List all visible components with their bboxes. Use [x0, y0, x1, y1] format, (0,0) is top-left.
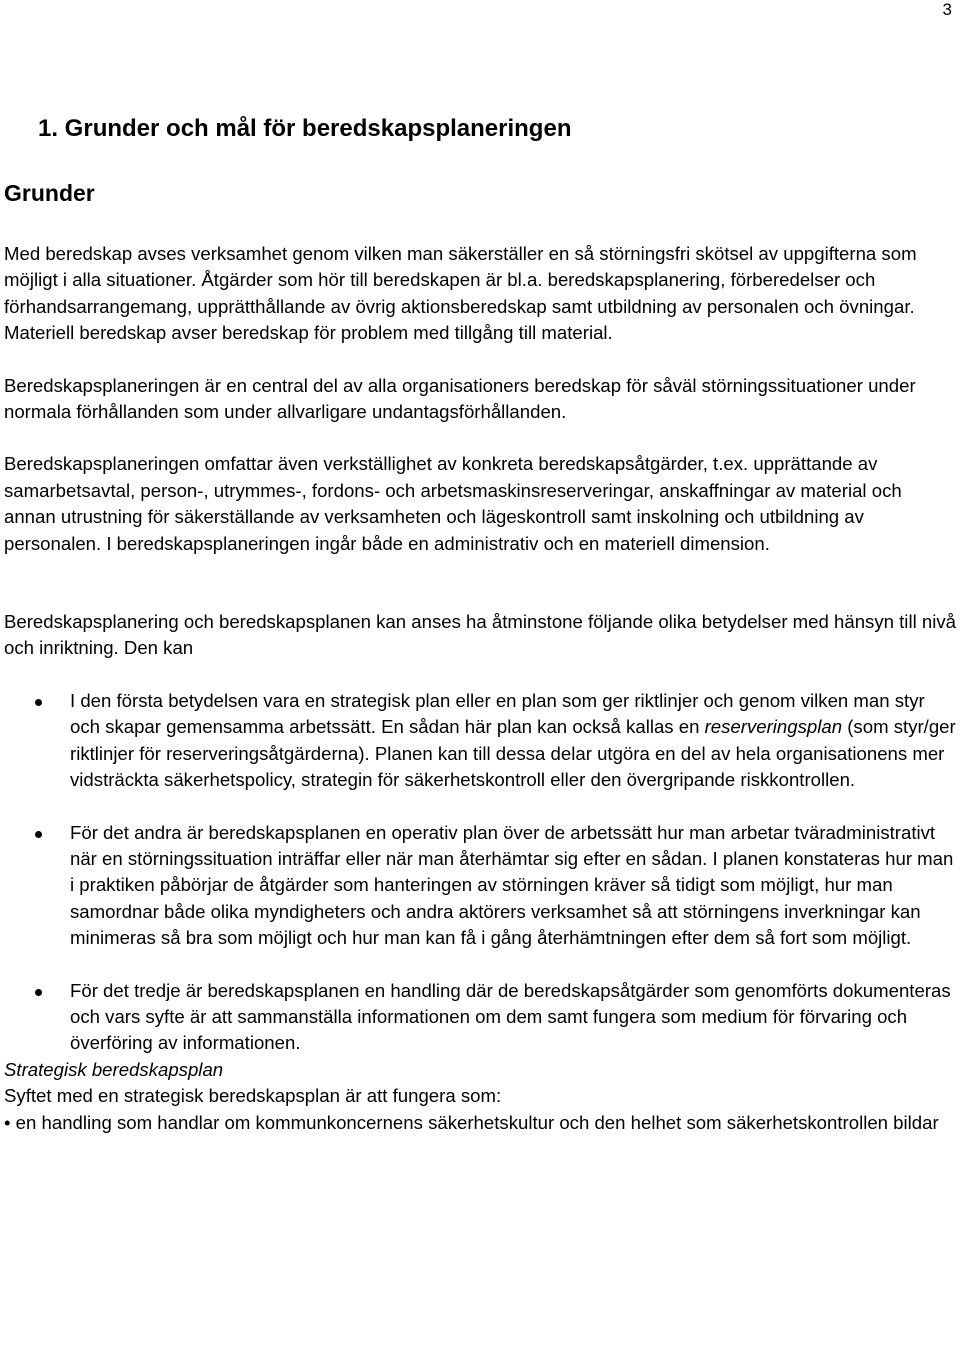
- bullet-text: För det tredje är beredskapsplanen en handling där de beredskapsåtgärder som genomförts dokumenteras och vars syfte är att sammanställa informationen om dem samt fungera som medium för förvaring och överföring av informationen.: [70, 979, 951, 1054]
- page-number: 3: [942, 0, 952, 19]
- bullet-char: •: [4, 1111, 11, 1133]
- paragraph-beredskap-definition: Med beredskap avses verksamhet genom vilken man säkerställer en så störningsfri skötsel av uppgifterna som möjligt i alla situationer. Åtgärder som hör till beredskapen är bl.a. beredskapsplanering, förberedelser och förhandsarrangemang, upprätthållande av övrig aktionsberedskap samt utbildning av personalen och övningar. Materiell beredskap avser beredskap för problem med tillgång till material.: [4, 243, 917, 344]
- strategic-plan-intro: Syftet med en strategisk beredskapsplan är att fungera som:: [4, 1085, 502, 1107]
- bullet-icon: [35, 699, 42, 706]
- list-item: [4, 820, 956, 952]
- strategic-plan-heading: Strategisk beredskapsplan: [4, 1058, 224, 1080]
- list-item: [4, 978, 956, 1057]
- bullet-text-italic: reserveringsplan: [704, 716, 843, 738]
- bullet-text-part: I den första betydelsen vara en strategisk plan eller en plan som ger riktlinjer och genom vilken man styr och skapar gemensamma arbetssätt. En sådan här plan kan också kallas en: [70, 689, 925, 738]
- bullet-text-part: (som styr/ger riktlinjer för reserveringsåtgärderna). Planen kan till dessa delar utgöra en del av hela organisationens mer vidsträckta säkerhetspolicy, strategin för säkerhetskontroll eller den övergripande riskkontrollen.: [70, 716, 956, 791]
- chapter-heading: 1. Grunder och mål för beredskapsplaneringen: [38, 115, 572, 142]
- bullet-icon: [35, 831, 42, 838]
- paragraph-central-part: Beredskapsplaneringen är en central del av alla organisationers beredskap för såväl störningssituationer under normala förhållanden som under allvarligare undantagsförhållanden.: [4, 374, 916, 423]
- strategic-item-text: en handling som handlar om kommunkoncernens säkerhetskultur och den helhet som säkerhetskontrollen bildar: [10, 1111, 939, 1133]
- section-heading: Grunder: [4, 180, 95, 206]
- strategic-plan-item: [4, 1110, 956, 1136]
- list-item: [4, 688, 956, 794]
- bullet-icon: [35, 989, 42, 996]
- paragraph-meanings-intro: Beredskapsplanering och beredskapsplanen kan anses ha åtminstone följande olika betydelser med hänsyn till nivå och inriktning. Den kan: [4, 611, 956, 659]
- body-text: [4, 241, 956, 1136]
- bullet-text: För det andra är beredskapsplanen en operativ plan över de arbetssätt hur man arbetar tväradministrativt när en störningssituation inträffar eller när man återhämtar sig efter en sådan. I planen konstateras hur man i praktiken påbörjar de åtgärder som hanteringen av störningen kräver så tidigt som möjligt, hur man samordnar både olika myndigheters och andra aktörers verksamhet så att störningens inverkningar kan minimeras så bra som möjligt och hur man kan få i gång återhämtningen efter dem så fort som möjligt.: [70, 821, 954, 949]
- paragraph-scope: Beredskapsplaneringen omfattar även verkställighet av konkreta beredskapsåtgärder, t.ex. upprättande av samarbetsavtal, person-, utrymmes-, fordons- och arbetsmaskinsreserveringar, anskaffningar av material och annan utrustning för säkerställande av verksamheten och lägeskontroll samt inskolning och utbildning av personalen. I beredskapsplaneringen ingår både en administrativ och en materiell dimension.: [4, 453, 902, 554]
- meanings-list: [4, 688, 956, 1057]
